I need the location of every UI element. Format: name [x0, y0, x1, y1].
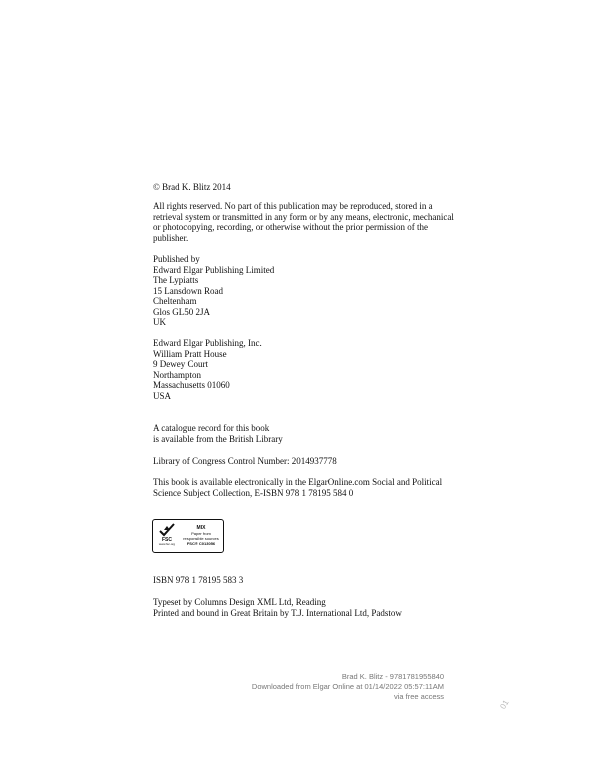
fsc-certification-label	[152, 519, 224, 553]
uk-publisher-address: Published by Edward Elgar Publishing Limited The Lypiatts 15 Lansdown Road Cheltenham Glos GL50 2JA UK	[153, 254, 275, 327]
fsc-text: MIX Paper from responsible sources FSC® C013056	[183, 525, 219, 546]
rights-notice: All rights reserved. No part of this publication may be reproduced, stored in a retrieval system or transmitted in any form or by any means, electronic, mechanical or photocopying, recording, or otherwise without the prior permission of the publisher.	[153, 201, 454, 243]
us-publisher-address: Edward Elgar Publishing, Inc. William Pratt House 9 Dewey Court Northampton Massachusetts 01060 USA	[153, 338, 262, 401]
tree-check-icon	[158, 522, 176, 538]
typeset-printer-info: Typeset by Columns Design XML Ltd, Reading Printed and bound in Great Britain by T.J. International Ltd, Padstow	[153, 597, 402, 618]
loc-control-number: Library of Congress Control Number: 2014937778	[153, 456, 337, 466]
download-footer: Brad K. Blitz - 9781781955840 Downloaded from Elgar Online at 01/14/2022 05:57:11AM via free access	[251, 672, 444, 701]
catalogue-record: A catalogue record for this book is available from the British Library	[153, 423, 283, 444]
page-corner-mark: 01	[498, 698, 511, 711]
fsc-tree-logo: FSC www.fsc.org	[156, 522, 178, 550]
isbn-line: ISBN 978 1 78195 583 3	[153, 575, 244, 585]
copyright-line: © Brad K. Blitz 2014	[153, 182, 231, 192]
electronic-availability: This book is available electronically in the ElgarOnline.com Social and Political Science Subject Collection, E-ISBN 978 1 78195 584 0	[153, 477, 443, 498]
